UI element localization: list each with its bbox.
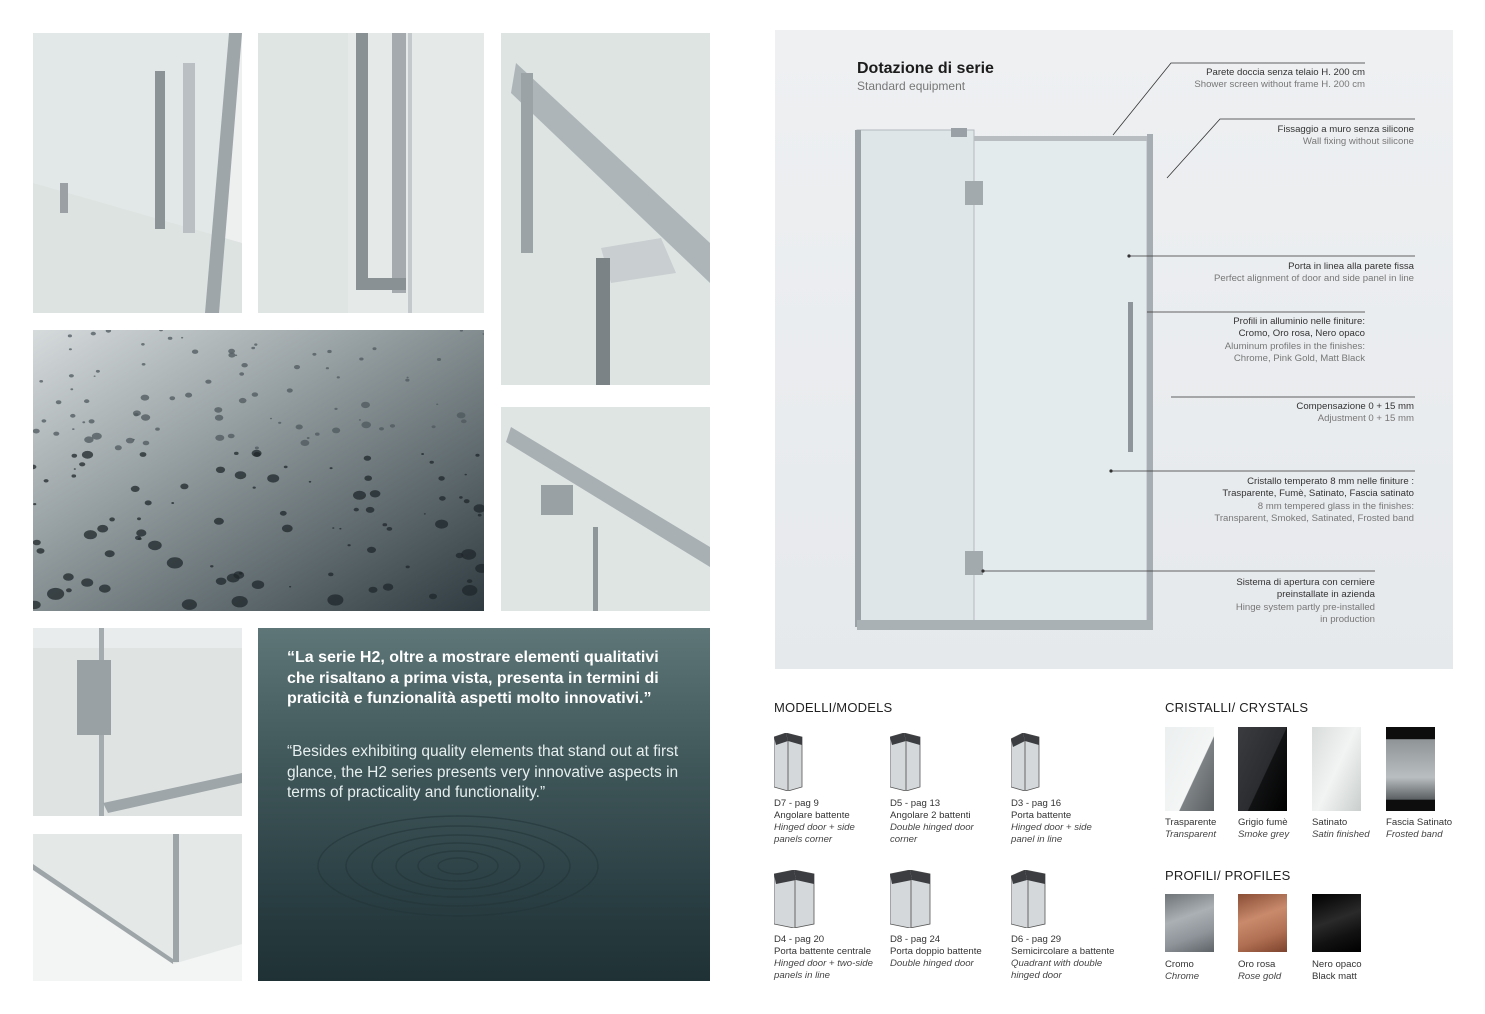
model-d7-en-1: Hinged door + side [774, 822, 855, 833]
callout-frameless-screen [1194, 67, 1365, 92]
callout-glass-it-2: Trasparente, Fumè, Satinato, Fascia satinato [1222, 488, 1414, 500]
photo-glass-bracket [501, 407, 710, 611]
models-title: MODELLI/MODELS [774, 700, 893, 715]
model-d6-en-1: Quadrant with double [1011, 958, 1103, 969]
equipment-title: Dotazione di serie [857, 60, 994, 77]
callout-profiles-it-1: Profili in alluminio nelle finiture: [1233, 316, 1365, 327]
callout-hinge-en-1: Hinge system partly pre-installed [1235, 601, 1375, 613]
crystal-satin-en: Satin finished [1312, 829, 1370, 840]
model-d5-en-2: corner [890, 834, 918, 845]
callout-adjustment-en: Adjustment 0 + 15 mm [1317, 413, 1414, 425]
model-d4-en-1: Hinged door + two-side [774, 958, 873, 969]
photo-glass-corner [501, 33, 710, 385]
model-d7-code: D7 - pag 9 [774, 798, 819, 809]
callout-wall-fixing [1277, 124, 1414, 149]
callout-adjustment [1296, 401, 1414, 426]
crystal-satin-caption [1312, 817, 1370, 841]
profile-black-swatch [1312, 894, 1361, 952]
callout-door-alignment-en: Perfect alignment of door and side panel in line [1214, 273, 1414, 285]
crystal-transparent-caption [1165, 817, 1216, 841]
crystal-frosted-band-swatch [1386, 727, 1435, 811]
crystal-frosted-it: Fascia Satinato [1386, 817, 1453, 828]
callout-hinge-en-2: in production [1320, 613, 1375, 625]
photo-door-handle [258, 33, 484, 313]
model-d5-code: D5 - pag 13 [890, 798, 941, 809]
profiles-title: PROFILI/ PROFILES [1165, 868, 1291, 883]
crystal-smoke-swatch [1238, 727, 1287, 811]
profile-chrome-caption [1165, 959, 1199, 983]
model-d4-en-2: panels in line [774, 970, 831, 981]
callout-adjustment-it: Compensazione 0 + 15 mm [1296, 401, 1414, 412]
model-d8-en-1: Double hinged door [890, 958, 974, 969]
crystal-transparent-swatch [1165, 727, 1214, 811]
model-d8-code: D8 - pag 24 [890, 934, 941, 945]
model-d4-caption [774, 934, 873, 982]
model-d7-it: Angolare battente [774, 810, 850, 821]
callout-hinge-system [1236, 577, 1375, 626]
profile-black-caption [1312, 959, 1362, 983]
model-d4-code: D4 - pag 20 [774, 934, 825, 945]
model-d6-icon [1011, 870, 1047, 928]
model-d5-en-1: Double hinged door [890, 822, 974, 833]
crystal-smoke-en: Smoke grey [1238, 829, 1290, 840]
callout-hinge-it-2: preinstallate in azienda [1276, 589, 1375, 601]
callout-wall-fixing-en: Wall fixing without silicone [1302, 136, 1414, 148]
quote-panel [258, 628, 710, 981]
crystal-frosted-en: Frosted band [1386, 829, 1443, 840]
crystal-smoke-it: Grigio fumè [1238, 817, 1288, 828]
model-d3-code: D3 - pag 16 [1011, 798, 1062, 809]
photo-hinge [33, 628, 242, 816]
profile-black-it: Nero opaco [1312, 959, 1362, 970]
callout-profiles [1225, 316, 1365, 365]
model-d8-it: Porta doppio battente [890, 946, 982, 957]
crystal-satin-swatch [1312, 727, 1361, 811]
model-d3-en-1: Hinged door + side [1011, 822, 1092, 833]
standard-equipment-diagram [775, 30, 1453, 669]
profile-chrome-swatch [1165, 894, 1214, 952]
crystal-frosted-caption [1386, 817, 1452, 841]
model-d6-en-2: hinged door [1011, 970, 1062, 981]
crystal-transparent-en: Transparent [1165, 829, 1217, 840]
callout-wall-fixing-it: Fissaggio a muro senza silicone [1277, 124, 1414, 135]
profile-rose-gold-en: Rose gold [1238, 971, 1282, 982]
crystals-title: CRISTALLI/ CRYSTALS [1165, 700, 1309, 715]
photo-water-drops [33, 330, 484, 611]
callout-glass-en-1: 8 mm tempered glass in the finishes: [1257, 500, 1414, 512]
callout-profiles-en-2: Chrome, Pink Gold, Matt Black [1233, 352, 1365, 364]
quote-english: “Besides exhibiting quality elements that stand out at first glance, the H2 series presents very innovative aspects in terms of practicality and functionality.” [287, 743, 679, 801]
crystal-smoke-caption [1238, 817, 1289, 841]
crystal-satin-it: Satinato [1312, 817, 1348, 828]
photo-shower-handle [33, 33, 242, 313]
model-d7-icon [774, 733, 804, 791]
model-d3-caption [1011, 798, 1092, 846]
model-d4-icon [774, 870, 816, 928]
photo-base-profile [33, 834, 242, 981]
profile-rose-gold-it: Oro rosa [1238, 959, 1276, 970]
model-d4-it: Porta battente centrale [774, 946, 872, 957]
profile-black-en: Black matt [1312, 971, 1357, 982]
callout-frameless-en: Shower screen without frame H. 200 cm [1194, 79, 1365, 91]
profile-chrome-it: Cromo [1165, 959, 1194, 970]
model-d5-it: Angolare 2 battenti [890, 810, 971, 821]
model-d3-icon [1011, 733, 1041, 791]
model-d6-caption [1011, 934, 1114, 982]
callout-door-alignment [1214, 261, 1414, 286]
model-d5-icon [890, 733, 922, 791]
model-d3-en-2: panel in line [1011, 834, 1063, 845]
model-d8-caption [890, 934, 982, 970]
model-d6-it: Semicircolare a battente [1011, 946, 1115, 957]
callout-tempered-glass [1214, 476, 1414, 525]
profile-rose-gold-caption [1238, 959, 1281, 983]
profile-chrome-en: Chrome [1165, 971, 1200, 982]
model-d8-icon [890, 870, 932, 928]
equipment-subtitle: Standard equipment [857, 79, 966, 93]
model-d6-code: D6 - pag 29 [1011, 934, 1062, 945]
callout-glass-it-1: Cristallo temperato 8 mm nelle finiture : [1247, 476, 1414, 487]
model-d7-caption [774, 798, 855, 846]
callout-hinge-it-1: Sistema di apertura con cerniere [1236, 577, 1375, 588]
callout-glass-en-2: Transparent, Smoked, Satinated, Frosted band [1214, 512, 1414, 524]
callout-frameless-it: Parete doccia senza telaio H. 200 cm [1206, 67, 1365, 78]
profile-rose-gold-swatch [1238, 894, 1287, 952]
callout-profiles-it-2: Cromo, Oro rosa, Nero opaco [1238, 328, 1365, 340]
callout-door-alignment-it: Porta in linea alla parete fissa [1288, 261, 1414, 272]
callout-profiles-en-1: Aluminum profiles in the finishes: [1224, 340, 1365, 352]
model-d5-caption [890, 798, 974, 846]
model-d3-it: Porta battente [1011, 810, 1072, 821]
quote-italian: “La serie H2, oltre a mostrare elementi qualitativi che risaltano a prima vista, presenta in termini di praticità e funzionalità aspetti molto innovativi.” [287, 649, 659, 707]
crystal-transparent-it: Trasparente [1165, 817, 1217, 828]
model-d7-en-2: panels corner [774, 834, 833, 845]
